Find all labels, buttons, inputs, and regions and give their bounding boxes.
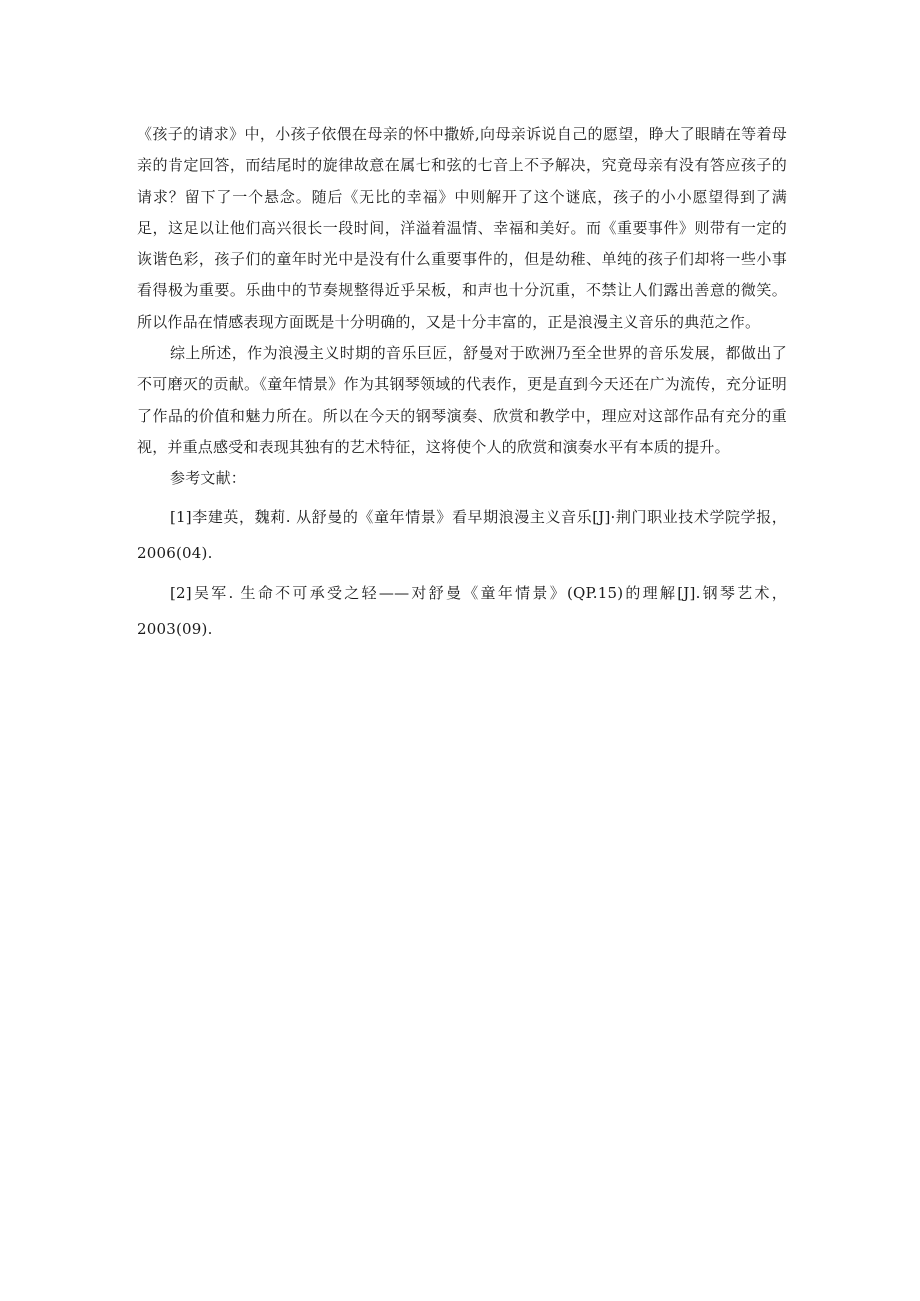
body-paragraph-1: 《孩子的请求》中，小孩子依偎在母亲的怀中撒娇,向母亲诉说自己的愿望，睁大了眼睛在等着母亲的肯定回答，而结尾时的旋律故意在属七和弦的七音上不予解决，究竟母亲有没有答应孩子的请求？留下了一个悬念。随后《无比的幸福》中则解开了这个谜底，孩子的小小愿望得到了满足，这足以让他们高兴很长一段时间，洋溢着温情、幸福和美好。而《重要事件》则带有一定的诙谐色彩，孩子们的童年时光中是没有什么重要事件的，但是幼稚、单纯的孩子们却将一些小事看得极为重要。乐曲中的节奏规整得近乎呆板，和声也十分沉重，不禁让人们露出善意的微笑。所以作品在情感表现方面既是十分明确的，又是十分丰富的，正是浪漫主义音乐的典范之作。 [137,125,787,331]
reference-item-1: [1]李建英，魏莉. 从舒曼的《童年情景》看早期浪漫主义音乐[J]·荆门职业技术学院学报，2006(04). [137,507,787,562]
document-body [137,119,787,647]
reference-item-2: [2]吴军. 生命不可承受之轻——对舒曼《童年情景》(QP.15)的理解[J].钢琴艺术，2003(09). [137,583,787,638]
body-paragraph-2: 综上所述，作为浪漫主义时期的音乐巨匠，舒曼对于欧洲乃至全世界的音乐发展，都做出了不可磨灭的贡献。《童年情景》作为其钢琴领域的代表作，更是直到今天还在广为流传，充分证明了作品的价值和魅力所在。所以在今天的钢琴演奏、欣赏和教学中，理应对这部作品有充分的重视，并重点感受和表现其独有的艺术特征，这将使个人的欣赏和演奏水平有本质的提升。 [137,344,787,456]
references-heading: 参考文献： [170,469,247,488]
